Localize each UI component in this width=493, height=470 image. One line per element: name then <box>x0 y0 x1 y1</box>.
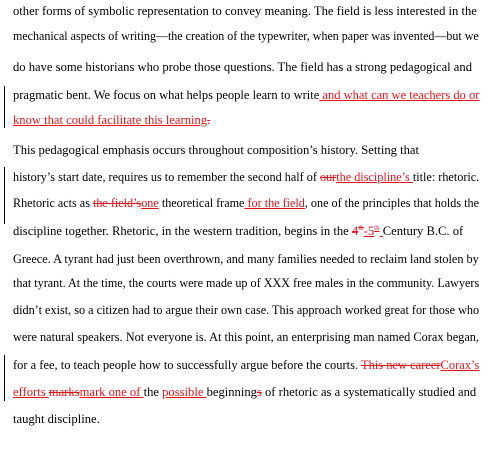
text-run: of rhetoric as a systematically studied and <box>261 385 477 399</box>
text-run: Century B.C. of <box>382 224 464 238</box>
text-line <box>13 276 479 291</box>
text-run: title: rhetoric. <box>412 170 480 184</box>
change-bar <box>4 86 5 128</box>
text-run: pragmatic bent. We focus on what helps people learn to write <box>13 88 320 102</box>
deleted-text: marks <box>48 385 80 399</box>
deleted-text: s <box>256 385 262 399</box>
deleted-text: . <box>207 113 211 127</box>
text-line <box>13 29 479 44</box>
inserted-text: one <box>141 196 159 210</box>
deleted-text: th <box>358 223 364 232</box>
text-run: taught discipline. <box>13 412 100 426</box>
text-line <box>13 224 463 239</box>
inserted-text: the discipline’s <box>336 170 413 184</box>
text-run: This pedagogical emphasis occurs throughout composition’s history. Setting that <box>13 143 419 157</box>
deleted-text: our <box>319 170 337 184</box>
text-run: for a fee, to teach people how to successfully argue before the courts. <box>13 358 361 372</box>
text-run: Greece. A tyrant had just been overthrown, and many families needed to reclaim land stolen by <box>13 252 479 266</box>
inserted-text: th <box>374 223 380 232</box>
text-line <box>13 385 476 400</box>
inserted-text: mark one of <box>79 385 144 399</box>
text-run: other forms of symbolic representation to convey meaning. The field is less interested in the <box>13 4 477 18</box>
text-run: do have some historians who probe those questions. The field has a strong pedagogical and <box>13 60 472 74</box>
text-run: mechanical aspects of writing—the creation of the typewriter, when paper was invented—but we <box>13 29 479 43</box>
deleted-text: This new career <box>360 358 441 372</box>
text-run: discipline together. Rhetoric, in the western tradition, begins in the <box>13 224 352 238</box>
text-run: history’s start date, requires us to remember the second half of <box>13 170 320 184</box>
text-line <box>13 412 100 427</box>
deleted-text: 4 <box>351 224 359 238</box>
text-line <box>13 358 479 373</box>
text-line <box>13 252 479 267</box>
text-line <box>13 330 479 345</box>
text-line <box>13 196 479 211</box>
text-run: were natural speakers. Not everyone is. At this point, an enterprising man named Corax began, <box>13 330 480 344</box>
text-run: beginning <box>206 385 257 399</box>
inserted-text: -5 <box>363 224 375 238</box>
text-line <box>13 303 479 318</box>
deleted-text: the field’s <box>92 196 142 210</box>
inserted-text: possible <box>162 385 207 399</box>
inserted-text: know that could facilitate this learning <box>13 113 208 127</box>
inserted-text: efforts <box>13 385 49 399</box>
text-line <box>13 4 477 19</box>
inserted-text: for the field <box>244 196 305 210</box>
text-line <box>13 113 210 128</box>
text-line <box>13 88 479 103</box>
inserted-text: and what can we teachers do or <box>319 88 480 102</box>
text-run: the <box>143 385 163 399</box>
text-run: Rhetoric acts as <box>13 196 93 210</box>
text-line <box>13 143 419 158</box>
change-bar <box>4 167 5 224</box>
text-run: didn’t exist, so a citizen had to argue their own case. This approach worked great for those who <box>13 303 480 317</box>
inserted-text: Corax’s <box>440 358 480 372</box>
change-bar <box>4 355 5 401</box>
text-line <box>13 170 479 185</box>
text-run: , one of the principles that holds the <box>304 196 479 210</box>
text-run: that tyrant. At the time, the courts were made up of XXX free males in the community. Lawyers <box>13 276 480 290</box>
text-line <box>13 60 472 75</box>
text-run: theoretical frame <box>158 196 245 210</box>
